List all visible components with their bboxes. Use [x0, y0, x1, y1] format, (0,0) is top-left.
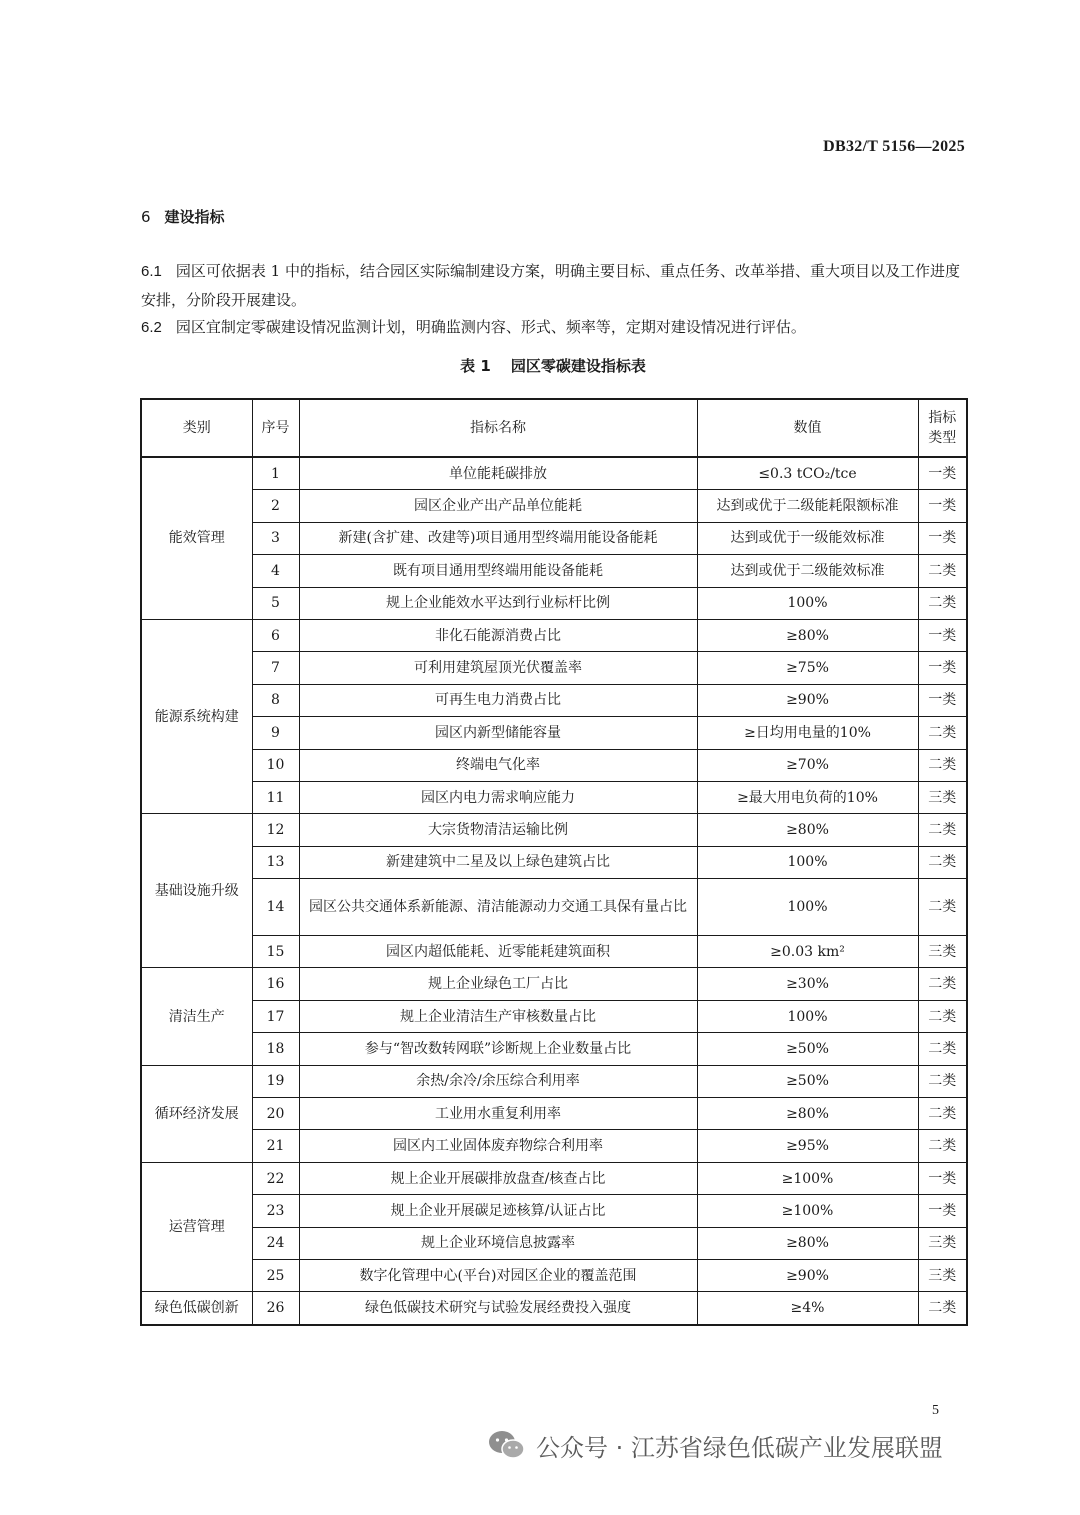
value-cell: ≥80% — [697, 1098, 918, 1130]
name-cell: 规上企业环境信息披露率 — [299, 1227, 697, 1259]
type-cell: 一类 — [918, 652, 967, 684]
table-row — [141, 717, 967, 749]
value-cell: 100% — [697, 1000, 918, 1032]
table-row — [141, 1259, 967, 1291]
header-type: 指标类型 — [918, 399, 967, 457]
seq-cell: 6 — [252, 619, 299, 651]
seq-cell: 1 — [252, 457, 299, 490]
table-caption-label: 表 1 — [460, 357, 491, 375]
seq-cell: 2 — [252, 490, 299, 522]
category-cell: 绿色低碳创新 — [141, 1292, 252, 1325]
seq-cell: 25 — [252, 1259, 299, 1291]
section-heading — [141, 206, 225, 227]
type-cell: 二类 — [918, 717, 967, 749]
name-cell: 大宗货物清洁运输比例 — [299, 814, 697, 846]
seq-cell: 19 — [252, 1065, 299, 1097]
table-header-row — [141, 399, 967, 457]
value-cell: ≥75% — [697, 652, 918, 684]
seq-cell: 9 — [252, 717, 299, 749]
paragraph-6-2 — [141, 313, 967, 342]
name-cell: 园区内工业固体废弃物综合利用率 — [299, 1130, 697, 1162]
value-cell: ≥50% — [697, 1065, 918, 1097]
value-cell: 100% — [697, 587, 918, 619]
name-cell: 数字化管理中心(平台)对园区企业的覆盖范围 — [299, 1259, 697, 1291]
table-row — [141, 490, 967, 522]
header-seq: 序号 — [252, 399, 299, 457]
paragraph-text: 园区宜制定零碳建设情况监测计划，明确监测内容、形式、频率等，定期对建设情况进行评估。 — [175, 318, 806, 336]
value-cell: ≥日均用电量的10% — [697, 717, 918, 749]
name-cell: 终端电气化率 — [299, 749, 697, 781]
paragraph-number: 6.2 — [141, 319, 162, 336]
value-cell: ≥90% — [697, 1259, 918, 1291]
seq-cell: 11 — [252, 781, 299, 813]
table-row — [141, 1162, 967, 1194]
seq-cell: 4 — [252, 555, 299, 587]
header-category: 类别 — [141, 399, 252, 457]
type-cell: 二类 — [918, 1292, 967, 1325]
value-cell: 达到或优于一级能效标准 — [697, 522, 918, 554]
table-row — [141, 814, 967, 846]
table-row — [141, 1098, 967, 1130]
name-cell: 园区内超低能耗、近零能耗建筑面积 — [299, 936, 697, 968]
name-cell: 绿色低碳技术研究与试验发展经费投入强度 — [299, 1292, 697, 1325]
type-cell: 二类 — [918, 1000, 967, 1032]
name-cell: 工业用水重复利用率 — [299, 1098, 697, 1130]
category-cell: 能源系统构建 — [141, 619, 252, 813]
header-name: 指标名称 — [299, 399, 697, 457]
paragraph-number: 6.1 — [141, 263, 162, 280]
value-cell: ≥30% — [697, 968, 918, 1000]
type-cell: 二类 — [918, 1130, 967, 1162]
name-cell: 可利用建筑屋顶光伏覆盖率 — [299, 652, 697, 684]
name-cell: 规上企业清洁生产审核数量占比 — [299, 1000, 697, 1032]
type-cell: 二类 — [918, 968, 967, 1000]
type-cell: 一类 — [918, 619, 967, 651]
table-row — [141, 1292, 967, 1325]
table-caption — [0, 355, 1080, 376]
category-cell: 能效管理 — [141, 457, 252, 619]
name-cell: 园区内电力需求响应能力 — [299, 781, 697, 813]
table-row — [141, 619, 967, 651]
category-cell: 清洁生产 — [141, 968, 252, 1065]
name-cell: 既有项目通用型终端用能设备能耗 — [299, 555, 697, 587]
value-cell: ≥4% — [697, 1292, 918, 1325]
table-row — [141, 781, 967, 813]
type-cell: 二类 — [918, 1065, 967, 1097]
value-cell: ≥95% — [697, 1130, 918, 1162]
name-cell: 园区内新型储能容量 — [299, 717, 697, 749]
seq-cell: 14 — [252, 879, 299, 936]
name-cell: 余热/余冷/余压综合利用率 — [299, 1065, 697, 1097]
seq-cell: 10 — [252, 749, 299, 781]
name-cell: 单位能耗碳排放 — [299, 457, 697, 490]
section-number: 6 — [141, 208, 151, 226]
table-row — [141, 1065, 967, 1097]
type-cell: 一类 — [918, 490, 967, 522]
seq-cell: 8 — [252, 684, 299, 716]
table-row — [141, 749, 967, 781]
type-cell: 三类 — [918, 1227, 967, 1259]
name-cell: 新建(含扩建、改建等)项目通用型终端用能设备能耗 — [299, 522, 697, 554]
type-cell: 二类 — [918, 1098, 967, 1130]
header-value: 数值 — [697, 399, 918, 457]
page-number: 5 — [932, 1403, 939, 1418]
paragraph-text: 园区可依据表 1 中的指标，结合园区实际编制建设方案，明确主要目标、重点任务、改革举措、重大项目以及工作进度安排，分阶段开展建设。 — [141, 262, 960, 309]
category-cell: 循环经济发展 — [141, 1065, 252, 1162]
table-row — [141, 1000, 967, 1032]
value-cell: 100% — [697, 879, 918, 936]
seq-cell: 5 — [252, 587, 299, 619]
value-cell: ≥70% — [697, 749, 918, 781]
value-cell: ≥0.03 km² — [697, 936, 918, 968]
table-row — [141, 1033, 967, 1065]
seq-cell: 12 — [252, 814, 299, 846]
type-cell: 三类 — [918, 781, 967, 813]
table-row — [141, 684, 967, 716]
seq-cell: 18 — [252, 1033, 299, 1065]
value-cell: ≥50% — [697, 1033, 918, 1065]
type-cell: 二类 — [918, 555, 967, 587]
value-cell: ≥80% — [697, 1227, 918, 1259]
watermark — [488, 1420, 943, 1470]
name-cell: 规上企业开展碳排放盘查/核查占比 — [299, 1162, 697, 1194]
value-cell: 100% — [697, 846, 918, 878]
table-row — [141, 879, 967, 936]
value-cell: ≥100% — [697, 1162, 918, 1194]
type-cell: 二类 — [918, 1033, 967, 1065]
value-cell: ≥最大用电负荷的10% — [697, 781, 918, 813]
seq-cell: 17 — [252, 1000, 299, 1032]
seq-cell: 16 — [252, 968, 299, 1000]
table-caption-title: 园区零碳建设指标表 — [510, 357, 646, 375]
type-cell: 二类 — [918, 814, 967, 846]
value-cell: 达到或优于二级能耗限额标准 — [697, 490, 918, 522]
table-row — [141, 846, 967, 878]
section-title: 建设指标 — [164, 208, 225, 226]
seq-cell: 22 — [252, 1162, 299, 1194]
category-cell: 基础设施升级 — [141, 814, 252, 968]
table-row — [141, 457, 967, 490]
seq-cell: 26 — [252, 1292, 299, 1325]
name-cell: 可再生电力消费占比 — [299, 684, 697, 716]
value-cell: ≥80% — [697, 814, 918, 846]
seq-cell: 20 — [252, 1098, 299, 1130]
document-code: DB32/T 5156—2025 — [823, 138, 965, 155]
table-row — [141, 1130, 967, 1162]
type-cell: 二类 — [918, 846, 967, 878]
type-cell: 一类 — [918, 684, 967, 716]
name-cell: 园区企业产出产品单位能耗 — [299, 490, 697, 522]
watermark-text: 公众号 · 江苏省绿色低碳产业发展联盟 — [536, 1433, 943, 1462]
name-cell: 规上企业开展碳足迹核算/认证占比 — [299, 1195, 697, 1227]
seq-cell: 24 — [252, 1227, 299, 1259]
type-cell: 二类 — [918, 587, 967, 619]
type-cell: 二类 — [918, 749, 967, 781]
seq-cell: 21 — [252, 1130, 299, 1162]
type-cell: 二类 — [918, 879, 967, 936]
seq-cell: 7 — [252, 652, 299, 684]
type-cell: 三类 — [918, 1259, 967, 1291]
indicator-table — [140, 398, 968, 1326]
seq-cell: 15 — [252, 936, 299, 968]
value-cell: ≥80% — [697, 619, 918, 651]
table-row — [141, 652, 967, 684]
seq-cell: 3 — [252, 522, 299, 554]
value-cell: ≥90% — [697, 684, 918, 716]
table-row — [141, 522, 967, 554]
name-cell: 非化石能源消费占比 — [299, 619, 697, 651]
value-cell: ≤0.3 tCO₂/tce — [697, 457, 918, 490]
type-cell: 一类 — [918, 457, 967, 490]
paragraph-6-1 — [141, 257, 967, 314]
type-cell: 一类 — [918, 1195, 967, 1227]
wechat-icon — [488, 1429, 526, 1461]
seq-cell: 13 — [252, 846, 299, 878]
table-row — [141, 1227, 967, 1259]
category-cell: 运营管理 — [141, 1162, 252, 1292]
type-cell: 一类 — [918, 1162, 967, 1194]
table-row — [141, 555, 967, 587]
table-row — [141, 1195, 967, 1227]
name-cell: 新建建筑中二星及以上绿色建筑占比 — [299, 846, 697, 878]
type-cell: 三类 — [918, 936, 967, 968]
type-cell: 一类 — [918, 522, 967, 554]
name-cell: 规上企业绿色工厂占比 — [299, 968, 697, 1000]
name-cell: 规上企业能效水平达到行业标杆比例 — [299, 587, 697, 619]
table-row — [141, 936, 967, 968]
name-cell: 园区公共交通体系新能源、清洁能源动力交通工具保有量占比 — [299, 879, 697, 936]
seq-cell: 23 — [252, 1195, 299, 1227]
value-cell: 达到或优于二级能效标准 — [697, 555, 918, 587]
table-row — [141, 587, 967, 619]
value-cell: ≥100% — [697, 1195, 918, 1227]
name-cell: 参与“智改数转网联”诊断规上企业数量占比 — [299, 1033, 697, 1065]
table-row — [141, 968, 967, 1000]
